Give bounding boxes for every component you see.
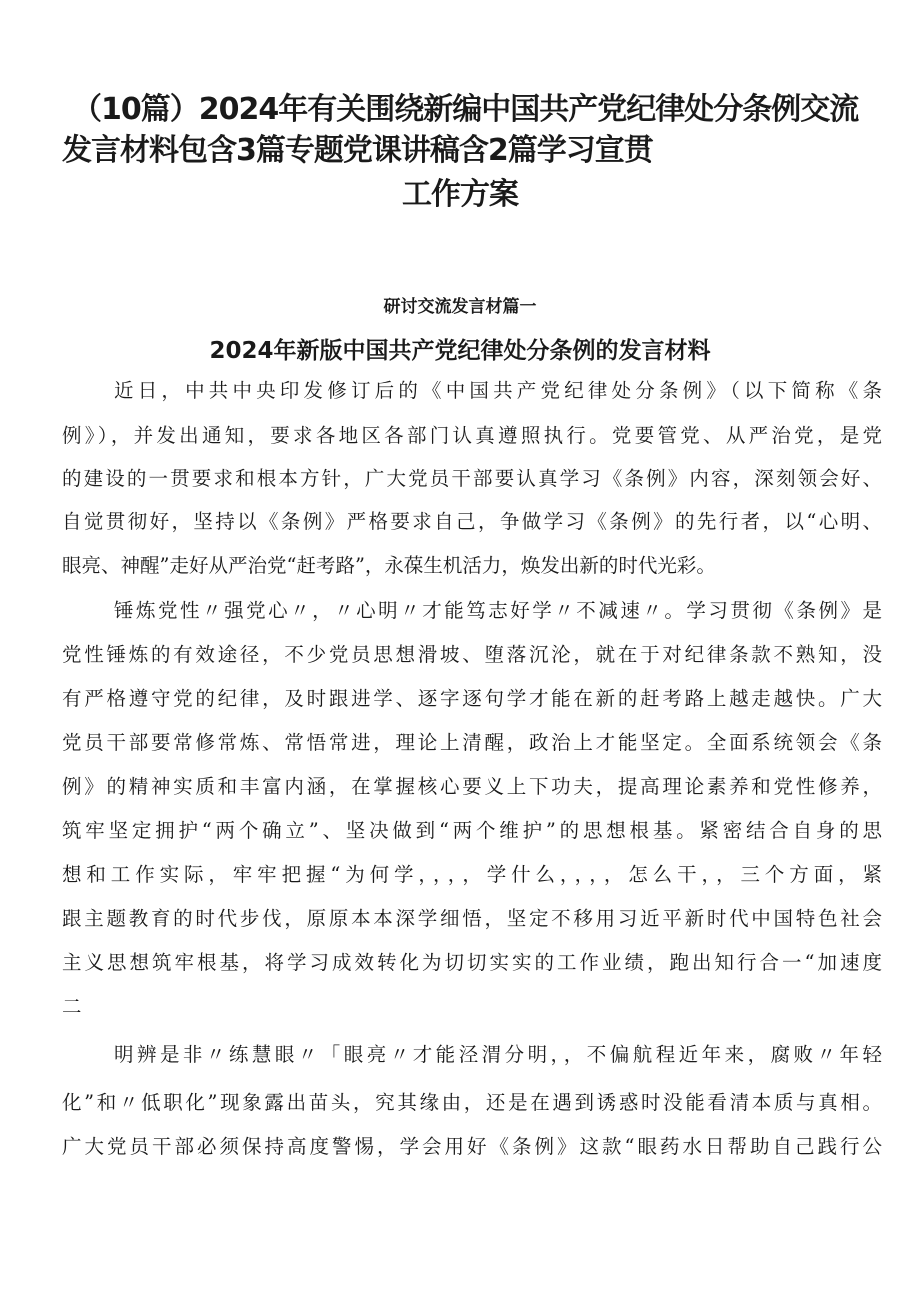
- body-line: 的建设的一贯要求和根本方针，广大党员干部要认真学习《条例》内容，深刻领会好、: [62, 467, 882, 490]
- body-line: 自觉贯彻好，坚持以《条例》严格要求自己，争做学习《条例》的先行者，以“心明、: [62, 510, 882, 533]
- body-line: 明辨是非〃练慧眼〃「眼亮〃才能泾渭分明，，不偏航程近年来，腐败〃年轻: [114, 1043, 882, 1066]
- document-title-line-3: 工作方案: [402, 177, 518, 212]
- section-title: 2024年新版中国共产党纪律处分条例的发言材料: [209, 338, 711, 364]
- body-line: 跟主题教育的时代步伐，原原本本深学细悟，坚定不移用习近平新时代中国特色社会: [62, 907, 882, 930]
- document-title-line-1: （10篇）2024年有关围绕新编中国共产党纪律处分条例交流: [72, 92, 859, 127]
- body-line: 广大党员干部必须保持高度警惕，学会用好《条例》这款“眼药水日帮助自己践行公: [62, 1135, 882, 1158]
- body-line: 二: [62, 995, 82, 1018]
- body-line: 化”和〃低职化”现象露出苗头，究其缘由，还是在遇到诱惑时没能看清本质与真相。: [62, 1091, 882, 1114]
- body-line: 眼亮、神醒”走好从严治党“赶考路”，永葆生机活力，焕发出新的时代光彩。: [62, 554, 716, 577]
- body-line: 党员干部要常修常炼、常悟常进，理论上清醒，政治上才能坚定。全面系统领会《条: [62, 731, 882, 754]
- body-line: 锤炼党性〃强党心〃，〃心明〃才能笃志好学〃不减速〃。学习贯彻《条例》是: [114, 599, 882, 622]
- body-line: 有严格遵守党的纪律，及时跟进学、逐字逐句学才能在新的赶考路上越走越快。广大: [62, 687, 882, 710]
- document-title-line-2: 发言材料包含3篇专题党课讲稿含2篇学习宣贯: [62, 133, 653, 168]
- body-line: 主义思想筑牢根基，将学习成效转化为切切实实的工作业绩，跑出知行合一“加速度: [62, 951, 882, 974]
- body-line: 筑牢坚定拥护“两个确立”、坚决做到“两个维护”的思想根基。紧密结合自身的思: [62, 819, 882, 842]
- body-line: 例》的精神实质和丰富内涵，在掌握核心要义上下功夫，提高理论素养和党性修养，: [62, 775, 882, 798]
- body-line: 例》），并发出通知，要求各地区各部门认真遵照执行。党要管党、从严治党，是党: [62, 424, 882, 447]
- section-label: 研讨交流发言材篇一: [383, 297, 537, 317]
- body-line: 近日，中共中央印发修订后的《中国共产党纪律处分条例》（以下简称《条: [114, 379, 882, 402]
- body-line: 想和工作实际，牢牢把握“为何学，，，，学什么，，，，怎么干，，三个方面，紧: [62, 863, 882, 886]
- body-line: 党性锤炼的有效途径，不少党员思想滑坡、堕落沉沦，就在于对纪律条款不熟知，没: [62, 643, 882, 666]
